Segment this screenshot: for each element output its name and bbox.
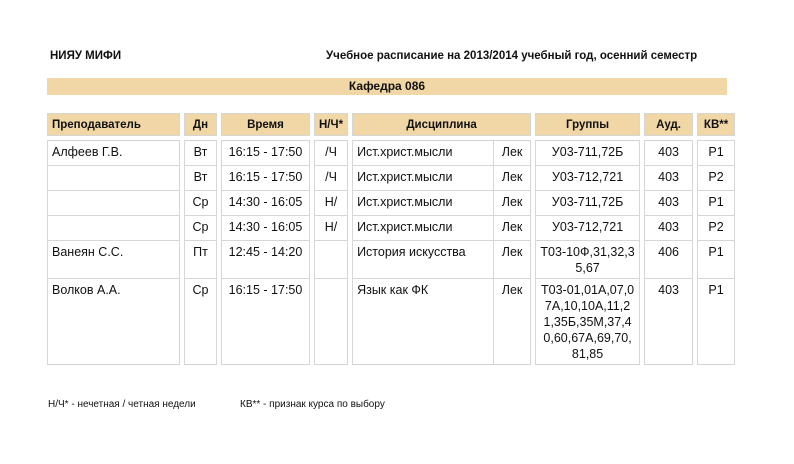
header-kv: КВ** [698,114,735,136]
cell-discipline: Ист.христ.мысли [353,191,494,216]
cell-groups: Т03-01,01А,07,07А,10,10А,11,21,35Б,35М,37,40,60,67А,69,70,81,85 [536,279,640,365]
cell-type: Лек [494,216,531,241]
cell-type: Лек [494,141,531,166]
schedule-table [47,113,735,365]
cell-discipline: Ист.христ.мысли [353,216,494,241]
cell-time: 16:15 - 17:50 [222,279,310,365]
cell-discipline: История искусства [353,241,494,279]
table-row [48,279,735,365]
cell-week [315,279,348,365]
cell-day: Вт [185,166,217,191]
cell-day: Пт [185,241,217,279]
cell-week: Н/ [315,191,348,216]
cell-room: 403 [645,279,693,365]
cell-groups: У03-711,72Б [536,191,640,216]
header-discipline: Дисциплина [353,114,531,136]
cell-groups: У03-711,72Б [536,141,640,166]
cell-teacher: Алфеев Г.В. [48,141,180,166]
header-time: Время [222,114,310,136]
table-row [48,191,735,216]
cell-type: Лек [494,241,531,279]
cell-room: 406 [645,241,693,279]
cell-groups: У03-712,721 [536,216,640,241]
cell-discipline: Ист.христ.мысли [353,166,494,191]
cell-teacher [48,216,180,241]
cell-teacher: Ванеян С.С. [48,241,180,279]
cell-type: Лек [494,279,531,365]
cell-time: 12:45 - 14:20 [222,241,310,279]
cell-day: Ср [185,191,217,216]
cell-room: 403 [645,191,693,216]
cell-type: Лек [494,166,531,191]
cell-kv: Р2 [698,166,735,191]
cell-kv: Р1 [698,191,735,216]
header-groups: Группы [536,114,640,136]
cell-day: Ср [185,279,217,365]
cell-week: /Ч [315,166,348,191]
header-day: Дн [185,114,217,136]
cell-discipline: Язык как ФК [353,279,494,365]
table-row [48,216,735,241]
table-row [48,241,735,279]
cell-kv: Р1 [698,279,735,365]
header-teacher: Преподаватель [48,114,180,136]
legend-week-note: Н/Ч* - нечетная / четная недели [48,399,196,410]
legend-kv-note: КВ** - признак курса по выбору [240,399,385,410]
table-row [48,141,735,166]
cell-day: Вт [185,141,217,166]
organization-name: НИЯУ МИФИ [50,50,122,62]
cell-teacher [48,166,180,191]
cell-room: 403 [645,166,693,191]
cell-day: Ср [185,216,217,241]
cell-kv: Р1 [698,141,735,166]
header-week: Н/Ч* [315,114,348,136]
cell-teacher [48,191,180,216]
table-row [48,166,735,191]
cell-week [315,241,348,279]
cell-teacher: Волков А.А. [48,279,180,365]
cell-room: 403 [645,141,693,166]
schedule-title: Учебное расписание на 2013/2014 учебный год, осенний семестр [326,50,698,62]
cell-groups: У03-712,721 [536,166,640,191]
cell-time: 14:30 - 16:05 [222,216,310,241]
cell-groups: Т03-10Ф,31,32,35,67 [536,241,640,279]
cell-week: /Ч [315,141,348,166]
cell-week: Н/ [315,216,348,241]
header-room: Ауд. [645,114,693,136]
cell-kv: Р2 [698,216,735,241]
cell-time: 14:30 - 16:05 [222,191,310,216]
cell-discipline: Ист.христ.мысли [353,141,494,166]
cell-type: Лек [494,191,531,216]
cell-room: 403 [645,216,693,241]
cell-time: 16:15 - 17:50 [222,141,310,166]
cell-time: 16:15 - 17:50 [222,166,310,191]
cell-kv: Р1 [698,241,735,279]
department-banner: Кафедра 086 [47,78,727,95]
table-header-row [48,114,735,136]
